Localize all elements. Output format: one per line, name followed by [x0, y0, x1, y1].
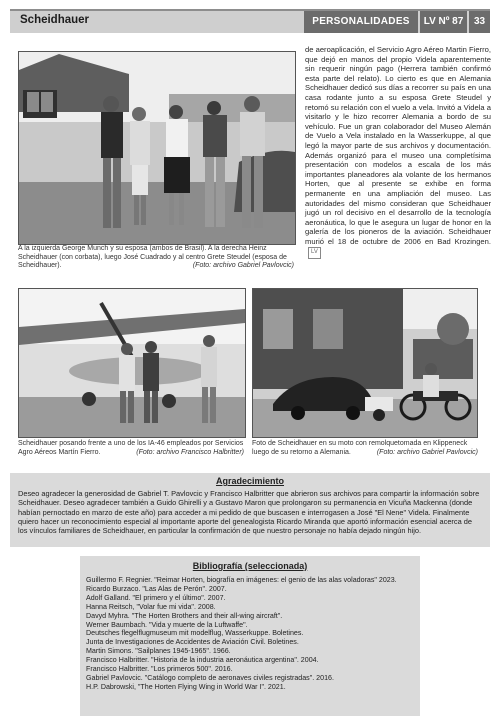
bibliography-box: [80, 556, 420, 716]
acknowledgements-box: [10, 473, 490, 547]
aircraft-photo-caption: [18, 440, 244, 457]
end-of-article-mark: LV: [308, 247, 321, 259]
bibliography-item: Francisco Halbritter. "Historia de la industria aeronáutica argentina". 2004.: [86, 656, 319, 665]
bibliography-item: Francisco Halbritter. "Los primeros 500". 2016.: [86, 665, 233, 674]
bibliography-title: Bibliografía (seleccionada): [192, 561, 308, 571]
acknowledgements-title: Agradecimiento: [215, 476, 284, 486]
aircraft-photo: [18, 288, 246, 438]
page-number: 33: [469, 11, 490, 33]
section-label: PERSONALIDADES: [304, 11, 418, 33]
bibliography-item: Guillermo F. Regnier. "Reimar Horten, biografía en imágenes: el genio de las alas voladoras" 2023.: [86, 576, 397, 584]
article-paragraph: de aeroaplicación, el Servicio Agro Aéreo Martin Fierro, que dejó en manos del propio Videla aparentemente sin requerir ningún pago (Herrera también confirmó esta parte del relato). Lo cierto es que en Alemania Scheidhauer dedicó sus días a recorrer su país en una casa rodante junto a su esposa Grete Steudel y retomó su relación con el vuelo a vela. Invitó a Videla a visitarlo y le hizo recorrer Alemania a bordo de su vehículo. Fue un gran colaborador del Museo Alemán de Vuelo a Vela instalado en la Wasserkuppe, al que legó la mayor parte de sus archivos y documentación. Además organizó para el museo una completísima presentación con modelos a escala de los más importantes planeadores ala volante de los hermanos Horten, que al presente se exhibe en forma permanente en una ampliación del museo. Las autoridades del mismo consideran que Scheidhauer jugó un rol decisivo en el desarrollo de la tecnología aeronáutica, lo que le asegura un lugar de honor en la galería de los pioneros de la aviación. Scheidhauer murió el 18 de octubre de 2006 en Bad Krozingen.: [305, 45, 491, 246]
motorcycle-photo-caption-text: Foto de Scheidhauer en su moto con remolquetomada en Klippeneck luego de su retorno a Alemania.: [252, 440, 468, 456]
bibliography-item: Davyd Myhra. "The Horten Brothers and their all-wing aircraft".: [86, 611, 283, 620]
bibliography-list: [86, 576, 416, 692]
group-photo-caption: [18, 245, 294, 271]
group-photo-credit: (Foto: archivo Gabriel Pavlovcic): [192, 262, 294, 269]
motorcycle-photo-image: [253, 289, 477, 437]
bibliography-item: H.P. Dabrowski, "The Horten Flying Wing in World War I". 2021.: [86, 682, 286, 691]
bibliography-item: Deutsches flegelflugmuseum mit modelflug, Wasserkuppe. Boletines.: [86, 629, 304, 638]
bibliography-item: Junta de Investigaciones de Accidentes de Aviación Civil. Boletines.: [86, 638, 299, 647]
motorcycle-photo: [252, 288, 478, 438]
bibliography-item: Ricardo Burzaco. "Las Alas de Perón". 2007.: [86, 584, 227, 593]
group-photo: [18, 51, 296, 245]
bibliography-item: Hanna Reitsch, "Volar fue mi vida". 2008.: [86, 602, 216, 611]
motorcycle-photo-credit: (Foto: archivo Gabriel Pavlovcic): [376, 448, 478, 456]
page-header: [10, 9, 490, 33]
group-photo-image: [19, 52, 295, 244]
issue-number: LV Nº 87: [420, 11, 467, 33]
aircraft-photo-caption-text: Scheidhauer posando frente a uno de los IA-46 empleados por Servicios Agro Aéreos Martín Fierro.: [18, 440, 244, 456]
bibliography-item: Adolf Galland. "El primero y el último". 2007.: [86, 593, 226, 602]
article-text: [305, 45, 491, 259]
group-photo-caption-text: A la izquierda George Munch y su esposa (ambos de Brasil). A la derecha Heinz Scheidhauer (con corbata), luego José Cuadrado y al centro Grete Steudel (esposa de Scheidhauer).: [18, 245, 287, 269]
acknowledgements-text: Deseo agradecer la generosidad de Gabriel T. Pavlovcic y Francisco Halbritter que abrieron sus archivos para compartir la información sobre Scheidhauer. Deseo agradecer también a Guido Ghirelli y a Gustavo Maron que prolongaron su permanencia en Vicuña Mackenna (donde habían pernoctado en marzo de este año) para acceder a mi pedido de que buscasen e interrogasen a José "El Nene" Videla. Finalmente quiero hacer un reconocimiento especial al importante aporte del genealogista Ricardo Miranda que aportó información esencial acerca de los vínculos familiares de Scheidhauer, en particular la confirmación de que nuestro personaje no había dejado ningún hijo.: [18, 489, 480, 536]
bibliography-item: Martin Simons. "Sailplanes 1945-1965". 1966.: [86, 647, 231, 656]
header-title: Scheidhauer: [20, 14, 90, 26]
motorcycle-photo-caption: [252, 440, 478, 457]
bibliography-item: Werner Baumbach. "Vida y muerte de la Luftwaffe".: [86, 620, 248, 629]
aircraft-photo-image: [19, 289, 245, 437]
bibliography-item: Gabriel Pavlovcic. "Catálogo completo de aeronaves civiles registradas". 2016.: [86, 673, 334, 682]
aircraft-photo-credit: (Foto: archivo Francisco Halbritter): [136, 448, 244, 456]
